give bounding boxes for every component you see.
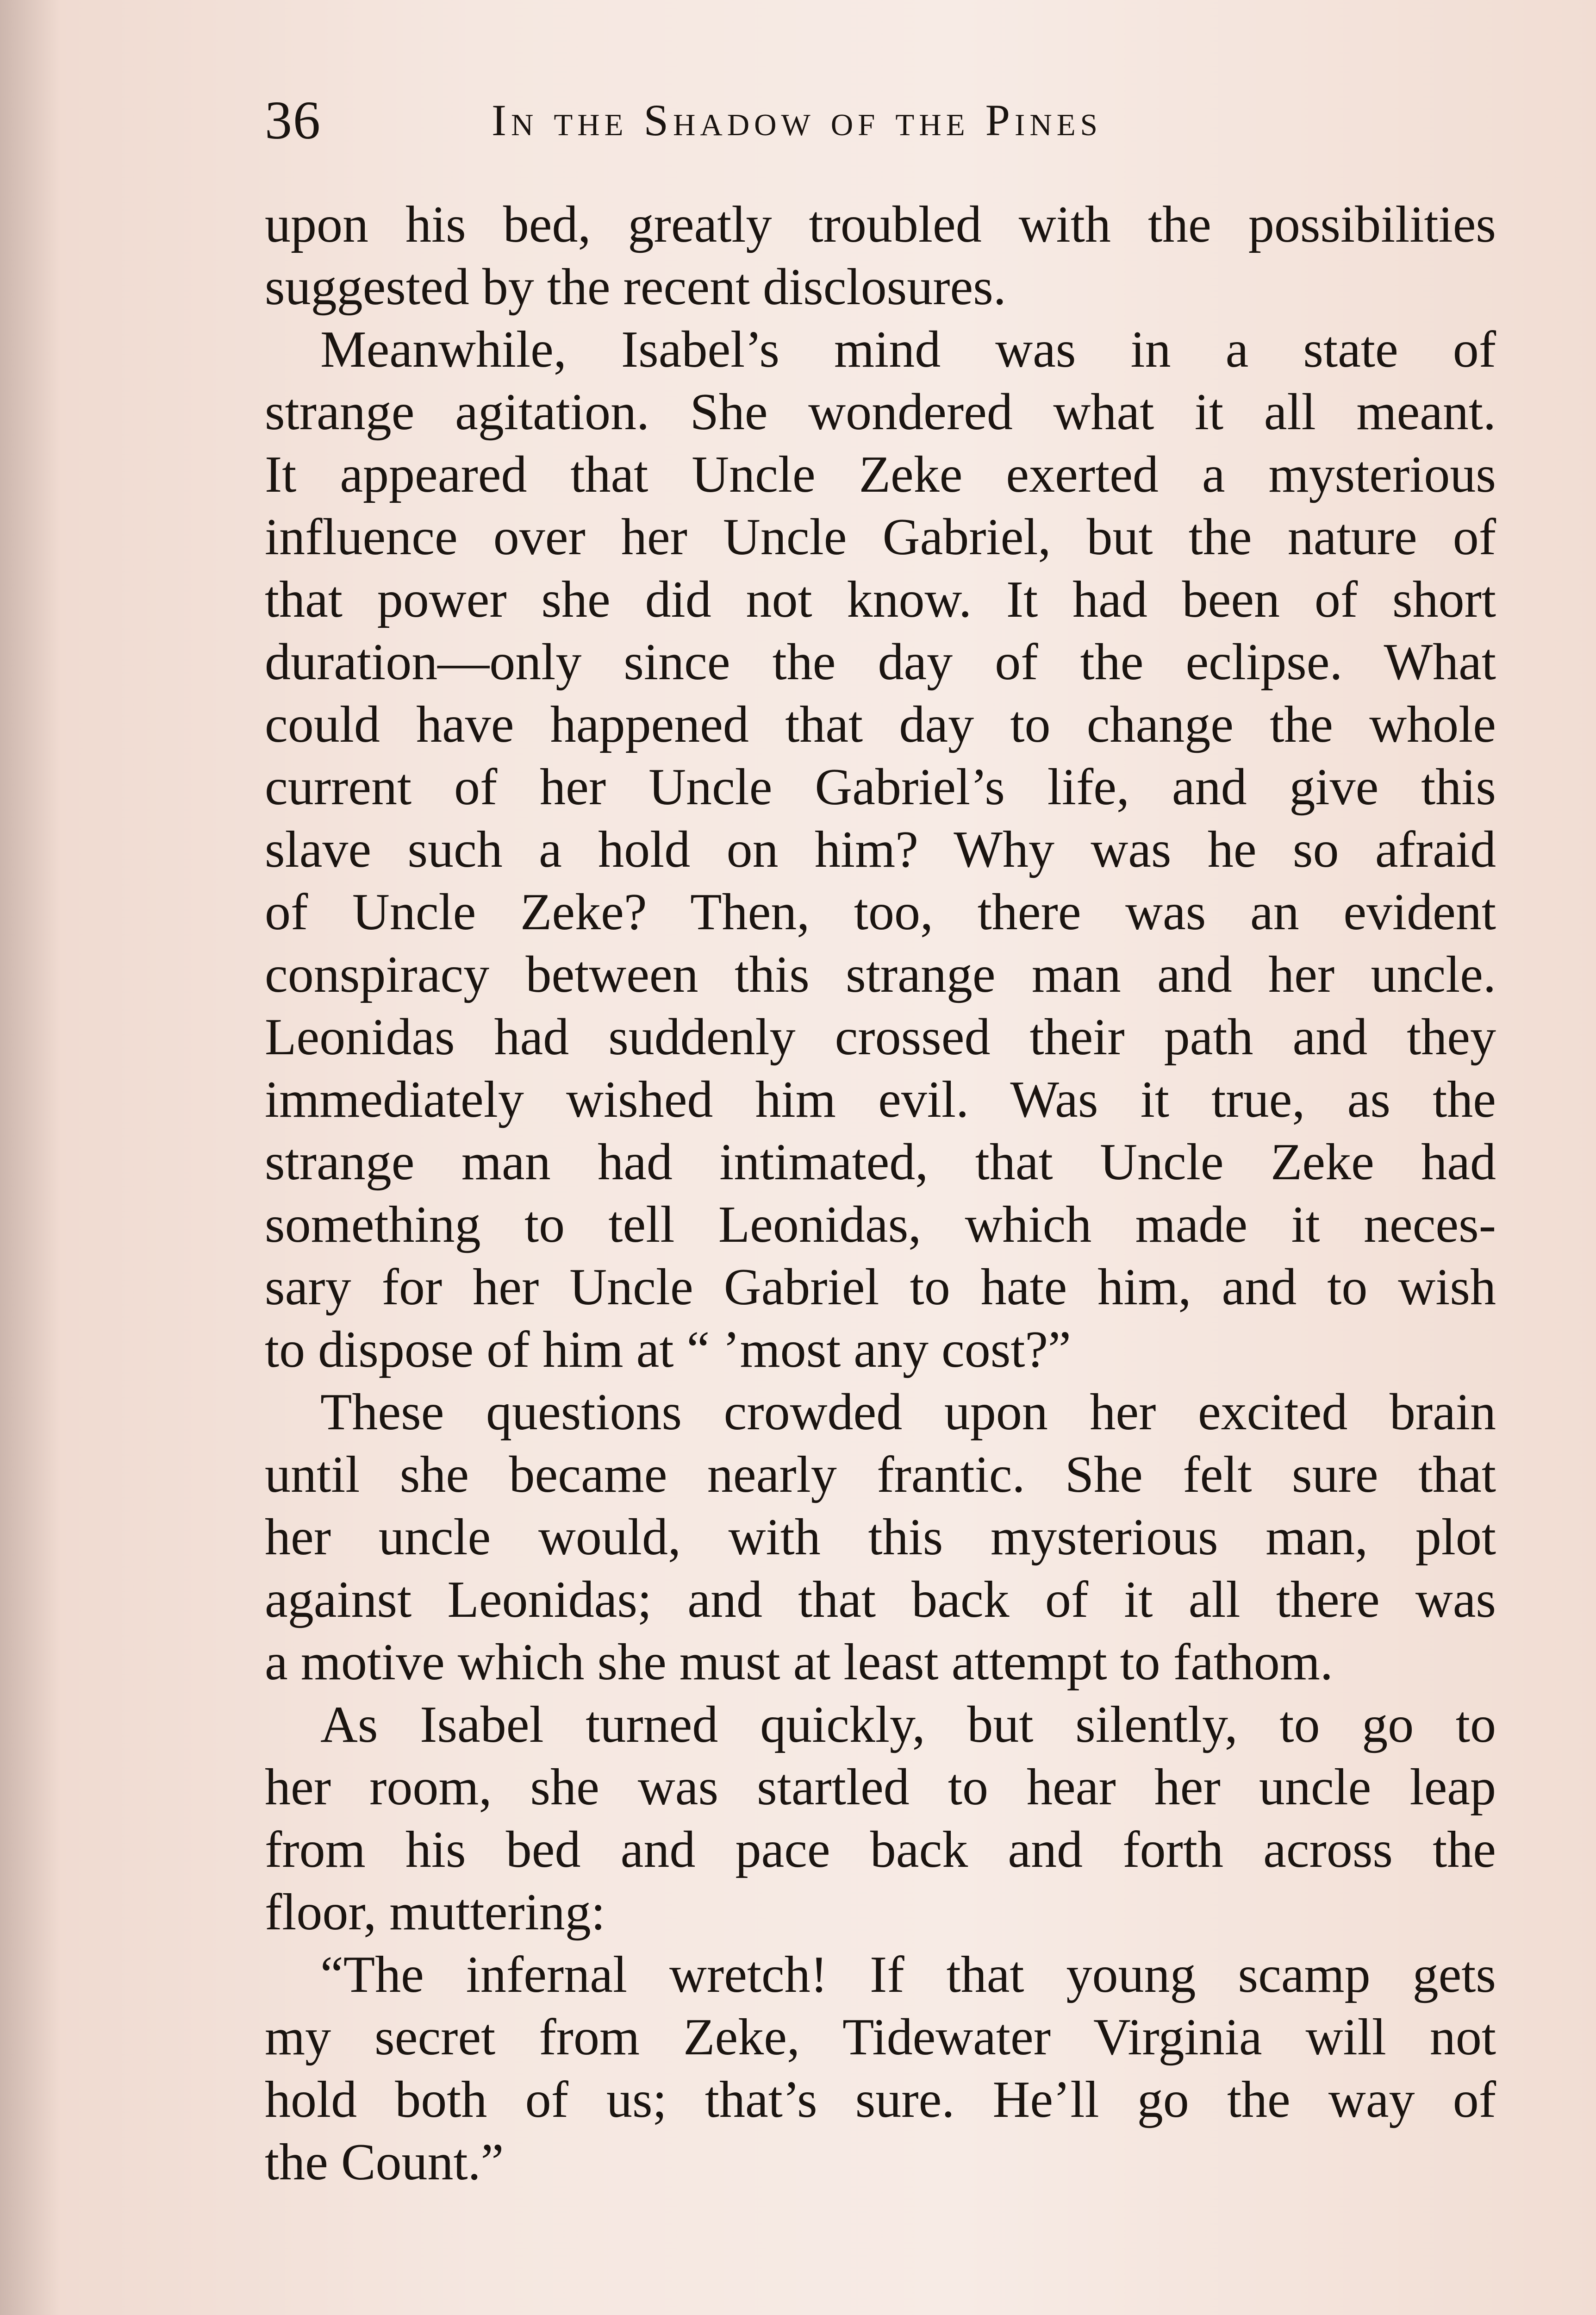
text-line: against Leonidas; and that back of it all there was [265, 1571, 1496, 1628]
text-line: These questions crowded upon her excited brain [320, 1383, 1496, 1441]
text-line: Leonidas had suddenly crossed their path and they [265, 1008, 1496, 1066]
paragraph [265, 194, 1496, 319]
text-line: duration—only since the day of the eclipse. What [265, 633, 1496, 691]
paragraph [265, 1944, 1496, 2194]
text-line: It appeared that Uncle Zeke exerted a mysterious [265, 446, 1496, 503]
text-line: her room, she was startled to hear her uncle leap [265, 1758, 1496, 1816]
text-line: that power she did not know. It had been of short [265, 571, 1496, 628]
page-header [265, 83, 1491, 157]
text-line: her uncle would, with this mysterious man, plot [265, 1508, 1496, 1566]
text-line: current of her Uncle Gabriel’s life, and give this [265, 758, 1496, 816]
paragraph [265, 1694, 1496, 1944]
text-line: upon his bed, greatly troubled with the possibilities [265, 196, 1496, 253]
text-line: sary for her Uncle Gabriel to hate him, and to wish [265, 1258, 1496, 1316]
spine-shadow [0, 0, 60, 2315]
text-line: slave such a hold on him? Why was he so afraid [265, 821, 1496, 878]
text-line: to dispose of him at “ ’most any cost?” [265, 1321, 1071, 1378]
body-text [265, 194, 1496, 2194]
text-line: my secret from Zeke, Tidewater Virginia will not [265, 2008, 1496, 2066]
text-line: conspiracy between this strange man and her uncle. [265, 946, 1496, 1003]
text-line: influence over her Uncle Gabriel, but the nature of [265, 508, 1496, 566]
text-line: “The infernal wretch! If that young scamp gets [320, 1946, 1496, 2003]
text-line: until she became nearly frantic. She felt sure that [265, 1446, 1496, 1503]
running-head: In the Shadow of the Pines [492, 95, 1102, 145]
paragraph [265, 319, 1496, 1381]
text-line: from his bed and pace back and forth across the [265, 1821, 1496, 1878]
text-line: suggested by the recent disclosures. [265, 258, 1006, 316]
text-line: of Uncle Zeke? Then, too, there was an evident [265, 883, 1496, 941]
text-line: As Isabel turned quickly, but silently, to go to [320, 1696, 1496, 1753]
page-number: 36 [265, 90, 321, 150]
text-line: Meanwhile, Isabel’s mind was in a state of [320, 321, 1496, 378]
text-line: something to tell Leonidas, which made it neces- [265, 1196, 1496, 1253]
text-line: a motive which she must at least attempt to fathom. [265, 1633, 1333, 1691]
text-line: the Count.” [265, 2134, 504, 2191]
text-line: hold both of us; that’s sure. He’ll go the way of [265, 2071, 1496, 2128]
text-line: strange man had intimated, that Uncle Zeke had [265, 1133, 1496, 1191]
text-line: could have happened that day to change the whole [265, 696, 1496, 753]
text-line: strange agitation. She wondered what it all meant. [265, 383, 1496, 441]
text-line: floor, muttering: [265, 1883, 605, 1941]
text-line: immediately wished him evil. Was it true, as the [265, 1071, 1496, 1128]
paragraph [265, 1381, 1496, 1694]
